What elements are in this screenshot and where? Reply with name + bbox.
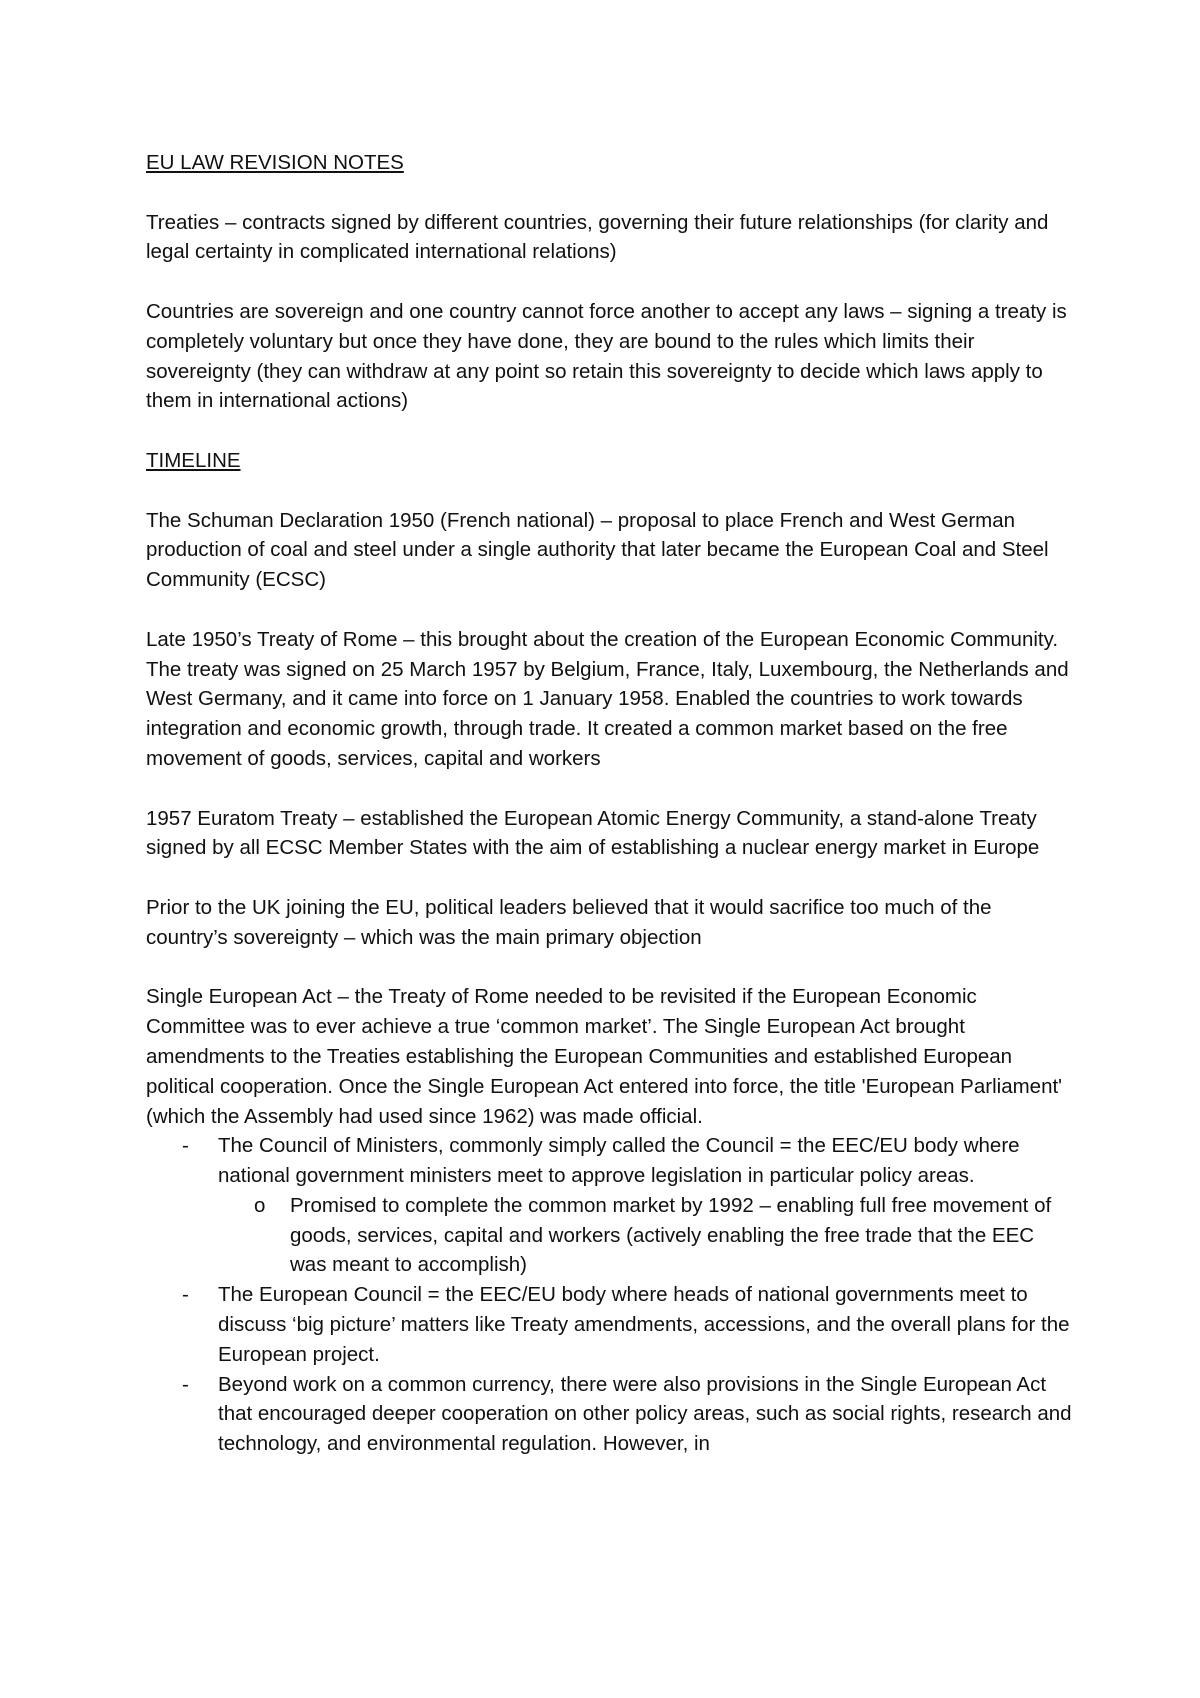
sub-list-item-text: Promised to complete the common market by 1992 – enabling full free movement of goods, services, capital and workers (actively enabling the free trade that the EEC was meant to accomplish)	[290, 1193, 1052, 1277]
sub-list-item	[254, 1191, 1076, 1280]
list-item	[182, 1370, 1076, 1459]
document-page	[146, 148, 1076, 1459]
paragraph-treaty-of-rome: Late 1950’s Treaty of Rome – this brought about the creation of the European Economic Community. The treaty was signed on 25 March 1957 by Belgium, France, Italy, Luxembourg, the Netherlands and West Germany, and it came into force on 1 January 1958. Enabled the countries to work towards integration and economic growth, through trade. It created a common market based on the free movement of goods, services, capital and workers	[146, 627, 1069, 770]
list-item	[182, 1131, 1076, 1280]
paragraph-sovereignty: Countries are sovereign and one country cannot force another to accept any laws – signing a treaty is completely voluntary but once they have done, they are bound to the rules which limits their sovereignty (they can withdraw at any point so retain this sovereignty to decide which laws apply to them in international actions)	[146, 299, 1067, 413]
list-item	[182, 1280, 1076, 1369]
bullet-list	[146, 1131, 1076, 1459]
paragraph-treaties: Treaties – contracts signed by different countries, governing their future relationships (for clarity and legal certainty in complicated international relations)	[146, 210, 1049, 264]
list-item-text: Beyond work on a common currency, there were also provisions in the Single European Act that encouraged deeper cooperation on other policy areas, such as social rights, research and technology, and environmental regulation. However, in	[218, 1372, 1072, 1456]
dash-bullet-marker: -	[182, 1283, 189, 1307]
paragraph-single-european-act: Single European Act – the Treaty of Rome needed to be revisited if the European Economic Committee was to ever achieve a true ‘common market’. The Single European Act brought amendments to the Treaties establishing the European Communities and established European political cooperation. Once the Single European Act entered into force, the title 'European Parliament' (which the Assembly had used since 1962) was made official.	[146, 985, 1063, 1128]
timeline-heading: TIMELINE	[146, 448, 241, 472]
sub-bullet-list	[218, 1191, 1076, 1280]
paragraph-uk-sovereignty: Prior to the UK joining the EU, political leaders believed that it would sacrifice too much of the country’s sovereignty – which was the main primary objection	[146, 895, 992, 949]
document-title: EU LAW REVISION NOTES	[146, 151, 404, 174]
paragraph-euratom: 1957 Euratom Treaty – established the European Atomic Energy Community, a stand-alone Treaty signed by all ECSC Member States with the aim of establishing a nuclear energy market in Europe	[146, 806, 1040, 860]
list-item-text: The Council of Ministers, commonly simply called the Council = the EEC/EU body where national government ministers meet to approve legislation in particular policy areas.	[218, 1134, 1020, 1188]
circle-bullet-marker: o	[254, 1193, 266, 1217]
dash-bullet-marker: -	[182, 1134, 189, 1158]
list-item-text: The European Council = the EEC/EU body where heads of national governments meet to discuss ‘big picture’ matters like Treaty amendments, accessions, and the overall plans for the European project.	[218, 1283, 1070, 1366]
dash-bullet-marker: -	[182, 1372, 189, 1396]
paragraph-schuman: The Schuman Declaration 1950 (French national) – proposal to place French and West German production of coal and steel under a single authority that later became the European Coal and Steel Community (ECSC)	[146, 508, 1049, 592]
